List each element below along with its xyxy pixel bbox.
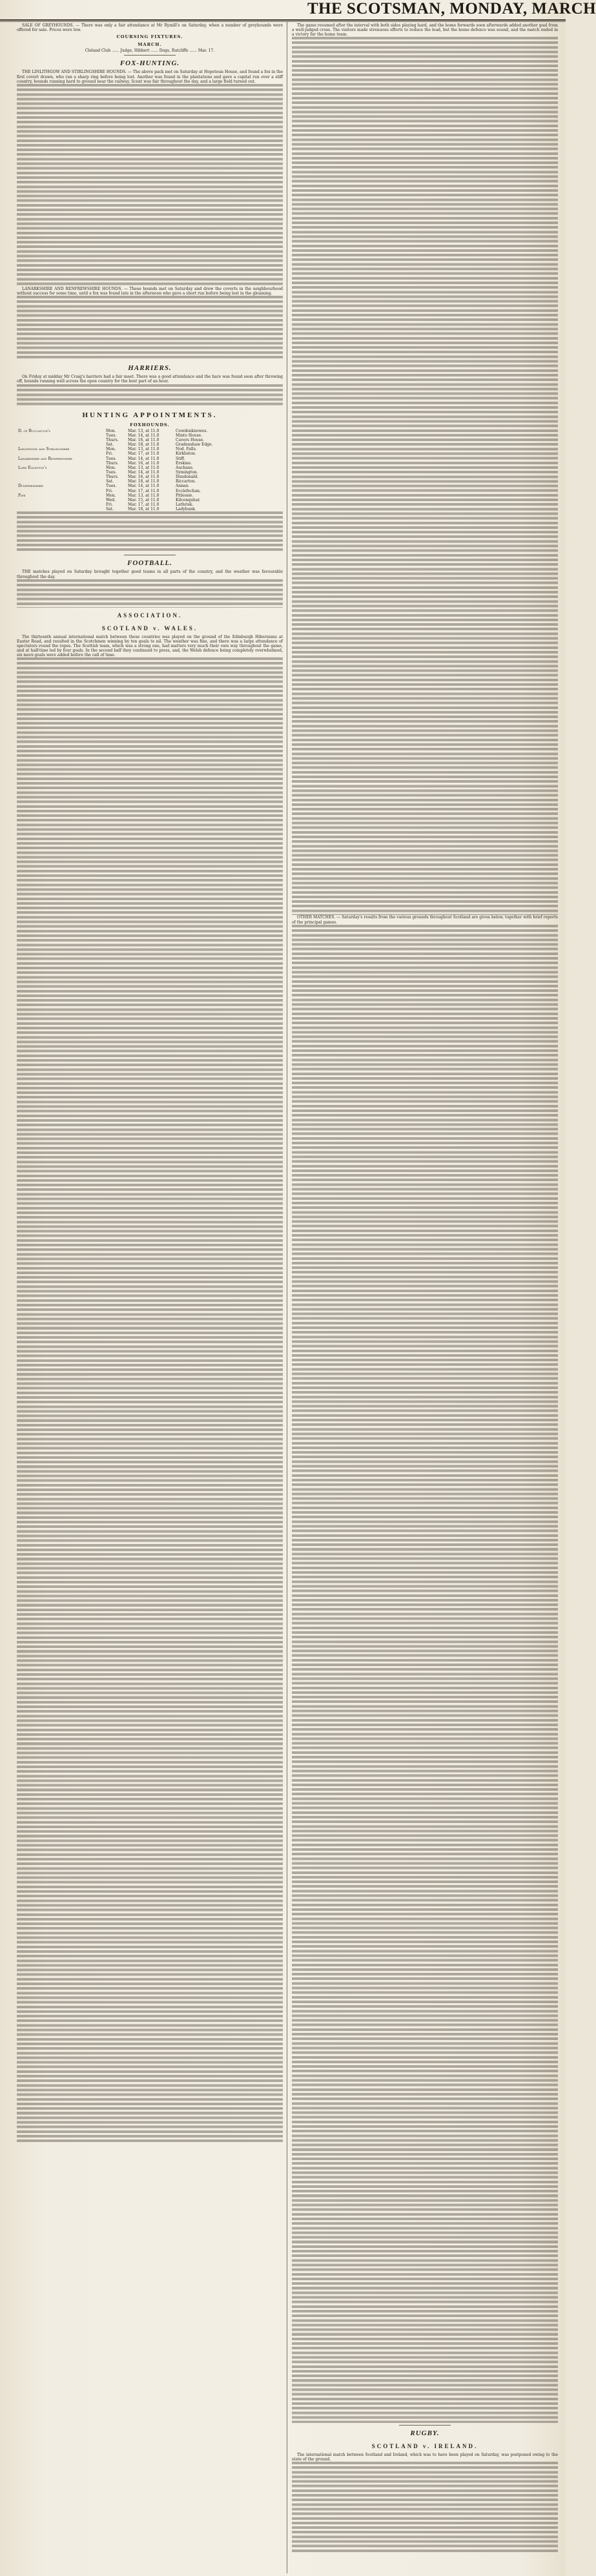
hunt-name xyxy=(17,461,105,466)
fox-hunting-heading: FOX-HUNTING. xyxy=(119,59,180,68)
right-column xyxy=(292,23,558,2571)
text-block xyxy=(17,384,283,407)
hunt-name xyxy=(17,479,105,484)
hunt-name: Lanarkshire and Renfrewshire xyxy=(18,456,72,461)
hunt-name: Fife xyxy=(18,493,26,498)
rugby-heading: RUGBY. xyxy=(410,2429,440,2437)
appointment-date: Mar. 14, at 11.0 xyxy=(128,433,159,438)
text-block xyxy=(292,2462,558,2552)
appointment-date: Mar. 13, at 11.0 xyxy=(128,428,159,433)
appointment-day: Fri. xyxy=(106,488,113,493)
appointment-place: Riccarton. xyxy=(176,479,196,484)
fox-hunting-report: THE LINLITHGOW AND STIRLINGSHIRE HOUNDS. — The above pack met on Saturday at Hopetoun House, and found a fox in the first covert drawn, who ran a sharp ring before being lost. Another was found in the plantations and gave a capital run over a stiff country, hounds running hard to ground near the railway. Scent was fair throughout the day, and a large field turned out. xyxy=(17,70,283,84)
rugby-match-heading: SCOTLAND v. IRELAND. xyxy=(371,2442,478,2449)
appointment-day: Mon. xyxy=(106,465,116,470)
hunt-name xyxy=(17,502,105,507)
appointment-day: Sat. xyxy=(106,442,114,448)
appointment-place: Cavers House. xyxy=(176,437,205,442)
appointment-row xyxy=(17,475,283,479)
other-results: OTHER MATCHES. — Saturday's results from the various grounds throughout Scotland are given below, together with brief reports of the principal games. xyxy=(292,915,558,925)
masthead-title: THE SCOTSMAN, MONDAY, MARCH xyxy=(307,0,596,17)
hunt-name xyxy=(17,475,105,479)
appointment-date: Mar. 16, at 11.0 xyxy=(128,460,159,466)
appointment-row xyxy=(17,429,283,433)
appointment-date: Mar. 18, at 11.0 xyxy=(128,479,159,484)
appointment-place: Ladybank. xyxy=(176,507,196,512)
appointment-place: Symington. xyxy=(176,469,198,475)
appointment-row xyxy=(17,489,283,493)
appointment-place: Kilconquhar. xyxy=(176,497,201,502)
football-heading: FOOTBALL. xyxy=(127,559,172,568)
masthead-rule xyxy=(0,21,566,22)
hunt-name xyxy=(17,438,105,442)
appointment-place: Lathrisk. xyxy=(176,502,194,508)
appointment-row xyxy=(17,507,283,511)
appointment-day: Mon. xyxy=(106,447,116,452)
hunt-name: Linlithgow and Stirlingshire xyxy=(18,447,70,452)
appointment-date: Mar. 14, at 11.0 xyxy=(128,456,159,461)
hunt-name xyxy=(17,489,105,493)
appointment-row xyxy=(17,433,283,438)
foxhounds-subheading: FOXHOUNDS. xyxy=(130,422,170,428)
appointment-date: Mar. 15, at 11.0 xyxy=(128,497,159,502)
harriers-report: On Friday at midday Mr Craig's harriers had a fair meet. There was a good attendance and the hare was found soon after throwing off, hounds running well across the open country for the best part of an hour. xyxy=(17,375,283,384)
appointment-row xyxy=(17,451,283,456)
appointment-place: Minto House. xyxy=(176,433,203,438)
text-block xyxy=(292,925,558,2423)
appointment-day: Fri. xyxy=(106,502,113,508)
appointment-date: Mar. 17, at 11.0 xyxy=(128,502,159,508)
appointment-day: Tues. xyxy=(106,456,117,461)
appointment-row xyxy=(17,466,283,470)
appointment-row xyxy=(17,470,283,475)
match-report-continued: The game resumed after the interval with both sides playing hard, and the home forwards soon afterwards added another goal from a well-judged cross. The visitors made strenuous efforts to reduce the lead, but the home defence was sound, and the match ended in a victory for the home team. xyxy=(292,23,558,37)
appointment-place: Stiff. xyxy=(176,456,185,461)
coursing-meeting: Cleland Club ...... Judge, Hibbert ...... Dogs, Ratcliffe ...... Mar. 17. xyxy=(85,48,215,54)
appointment-day: Tues. xyxy=(106,433,117,438)
appointment-day: Thurs. xyxy=(106,460,119,466)
left-column xyxy=(17,23,283,2571)
appointment-place: Erskine. xyxy=(176,460,192,466)
appointment-row xyxy=(17,484,283,488)
appointment-date: Mar. 13, at 11.0 xyxy=(128,493,159,498)
appointment-row xyxy=(17,498,283,502)
appointment-place: Dundonald. xyxy=(176,475,199,480)
appointment-place: Annan. xyxy=(176,484,190,489)
appointment-date: Mar. 16, at 11.0 xyxy=(128,475,159,480)
appointment-date: Mar. 13, at 11.0 xyxy=(128,447,159,452)
appointment-row xyxy=(17,457,283,461)
hunt-name: D. of Buccleuch's xyxy=(18,428,51,433)
appointment-place: Ecclefechan. xyxy=(176,488,201,493)
football-intro: THE matches played on Saturday brought together good teams in all parts of the country, and the weather was favourable throughout the day. xyxy=(17,570,283,579)
appointment-day: Thurs. xyxy=(106,437,119,442)
appointment-day: Tues. xyxy=(106,469,117,475)
hunt-name: Dumfriesshire xyxy=(18,484,43,489)
appointment-row xyxy=(17,493,283,498)
hunt-name xyxy=(17,470,105,475)
coursing-heading: COURSING FIXTURES. xyxy=(116,34,183,40)
coursing-date: MARCH. xyxy=(138,42,162,48)
hunt-name xyxy=(17,433,105,438)
appointment-place: Cowdenknowes. xyxy=(176,428,208,433)
appointment-row xyxy=(17,461,283,466)
appointment-day: Sat. xyxy=(106,479,114,484)
match-heading: SCOTLAND v. WALES. xyxy=(101,624,198,632)
appointment-date: Mar. 18, at 11.0 xyxy=(128,442,159,448)
appointment-day: Tues. xyxy=(106,484,117,489)
fox-hunting-report-2: LANARKSHIRE AND RENFREWSHIRE HOUNDS. — These hounds met on Saturday and drew the coverts in the neighbourhood without success for some time, until a fox was found late in the afternoon who gave a short run before being lost in the gloaming. xyxy=(17,286,283,296)
coursing-intro: SALE OF GREYHOUNDS. — There was only a fair attendance at Mr Rymill's on Saturday, when a number of greyhounds were offered for sale. Prices were low. xyxy=(17,23,283,33)
hunting-appointments-heading: HUNTING APPOINTMENTS. xyxy=(82,411,218,419)
hunting-appointments-table xyxy=(17,429,283,512)
appointment-day: Thurs. xyxy=(106,475,119,480)
appointment-place: Kirkliston. xyxy=(176,451,196,457)
appointment-date: Mar. 14, at 11.0 xyxy=(128,469,159,475)
appointment-date: Mar. 17, at 11.0 xyxy=(128,451,159,457)
appointment-date: Mar. 17, at 11.0 xyxy=(128,488,159,493)
text-block xyxy=(17,296,283,360)
text-block xyxy=(17,579,283,608)
appointment-row xyxy=(17,438,283,442)
masthead xyxy=(0,0,596,21)
appointment-date: Mar. 13, at 11.0 xyxy=(128,465,159,470)
hunt-name xyxy=(17,451,105,456)
rugby-report: The international match between Scotland and Ireland, which was to have been played on Saturday, was postponed owing to the state of the ground. xyxy=(292,2452,558,2462)
text-block xyxy=(17,511,283,553)
text-block xyxy=(17,657,283,2143)
appointment-day: Wed. xyxy=(106,497,116,502)
appointment-date: Mar. 16, at 11.0 xyxy=(128,437,159,442)
match-report: The thirteenth annual international match between these countries was played on the ground of the Edinburgh Hibernians at Easter Road, and resulted in the Scotchmen winning by ten goals to nil. The weather was fine, and there was a large attendance of spectators round the ropes. The Scottish team, which was a strong one, had matters very much their own way throughout the game, and at half-time led by four goals. In the second half they continued to press, and, the Welsh defence being completely overwhelmed, six more goals were added before the call of time. xyxy=(17,634,283,658)
text-block xyxy=(17,84,283,287)
appointment-day: Mon. xyxy=(106,493,116,498)
appointment-date: Mar. 18, at 11.0 xyxy=(128,507,159,512)
hunt-name xyxy=(17,498,105,502)
section-rule xyxy=(399,2425,451,2426)
appointment-day: Fri. xyxy=(106,451,113,457)
appointment-place: Gradenshaw Edge. xyxy=(176,442,213,448)
appointment-day: Sat. xyxy=(106,507,114,512)
hunt-name xyxy=(17,442,105,447)
hunt-name: Lord Eglinton's xyxy=(18,465,47,470)
association-heading: ASSOCIATION. xyxy=(117,612,183,619)
hunt-name xyxy=(17,507,105,511)
harriers-heading: HARRIERS. xyxy=(128,364,172,373)
appointment-row xyxy=(17,442,283,447)
appointment-place: Nod. Falls. xyxy=(176,447,197,452)
section-rule xyxy=(124,55,176,56)
appointment-row xyxy=(17,502,283,507)
appointment-row xyxy=(17,479,283,484)
appointment-day: Mon. xyxy=(106,428,116,433)
appointment-place: Auchans. xyxy=(176,465,194,470)
appointment-place: Pitlessie. xyxy=(176,493,194,498)
appointment-date: Mar. 14, at 11.0 xyxy=(128,484,159,489)
text-block xyxy=(292,37,558,915)
appointment-row xyxy=(17,447,283,451)
